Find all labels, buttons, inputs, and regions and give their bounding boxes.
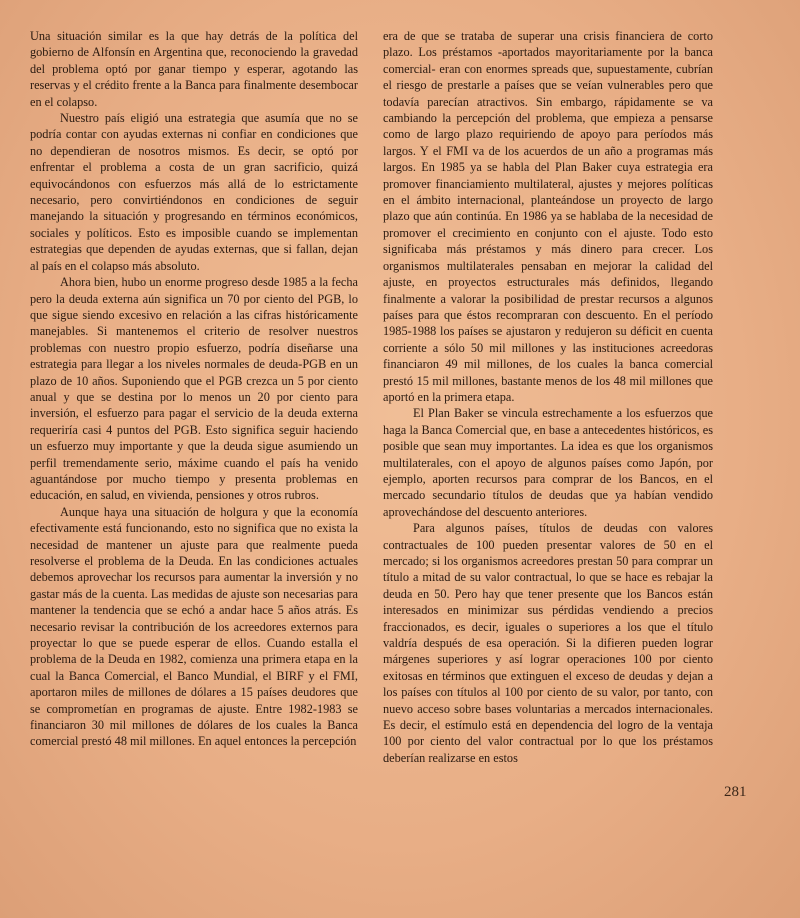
right-column <box>383 28 713 766</box>
paragraph: Una situación similar es la que hay detrás de la política del gobierno de Alfonsín en Argentina que, reconociendo la gravedad del problema optó por ganar tiempo y esperar, agotando las reservas y el crédito frente a la Banca para finalmente desembocar en el colapso. <box>30 29 358 109</box>
paragraph: Aunque haya una situación de holgura y que la economía efectivamente está funcionando, esto no significa que no exista la necesidad de mantener un ajuste para que realmente pueda resolverse el problema de la Deuda. En las condiciones actuales debemos aprovechar los recursos para aumentar la inversión y no gastar más de la cuenta. Las medidas de ajuste son necesarias para mantener la tendencia que se echó a andar hace 5 años atrás. Es necesario revisar la contribución de los acreedores externos para proyectar lo que se puede esperar de ellos. Cuando estalla el problema de la Deuda en 1982, comienza una primera etapa en la cual la Banca Comercial, el Banco Mundial, el BIRF y el FMI, aportaron miles de millones de dólares a 15 países deudores que se comprometían en programas de ajuste. Entre 1982-1983 se financiaron 30 mil millones de dólares de los cuales la Banca comercial prestó 48 mil millones. En aquel entonces la percepción <box>30 504 358 749</box>
page-number: 281 <box>724 784 747 800</box>
paragraph: Para algunos países, títulos de deudas con valores contractuales de 100 pueden presentar valores de 50 en el mercado; si los organismos acreedores prestan 50 para comprar un título a mitad de su valor contractual, lo que se hace es rebajar la deuda en 50. Pero hay que tener presente que los Bancos están interesados en minimizar sus pérdidas vendiendo a precios fraccionados, es decir, iguales o superiores a los que el título valdría después de esa operación. Si la difieren pueden lograr márgenes superiores y así lograr operaciones 100 por ciento exitosas en términos que extinguen el exceso de deudas y dejan a los países con títulos al 100 por ciento de su valor, por tanto, con nuevo acceso sobre bases voluntarias a mercados internacionales. Es decir, el estímulo está en dependencia del logro de la ventaja 100 por ciento del valor contractual por lo que los préstamos deberían realizarse en estos <box>383 521 713 765</box>
paragraph: Ahora bien, hubo un enorme progreso desde 1985 a la fecha pero la deuda externa aún significa un 70 por ciento del PGB, lo que sigue siendo excesivo en relación a las cifras históricamente manejables. Si mantenemos el criterio de resolver nuestros problemas con nuestro propio esfuerzo, podría diseñarse una estrategia para llegar a los niveles normales de deuda-PGB en un plazo de 10 años. Suponiendo que el PGB crezca un 5 por ciento anual y que se destina por lo menos un 20 por ciento para inversión, el esfuerzo para pagar el servicio de la deuda externa requeriría casi 4 puntos del PGB. Esto significa seguir haciendo un esfuerzo muy importante y que la deuda sigue asumiendo un perfil tremendamente serio, máxime cuando el país ha venido aguantándose por mucho tiempo y presenta problemas en educación, en salud, en vivienda, pensiones y otros rubros. <box>30 275 358 503</box>
paragraph: Nuestro país eligió una estrategia que asumía que no se podría contar con ayudas externas ni confiar en condiciones que no dependieran de nosotros mismos. Es decir, se optó por enfrentar el problema a costa de un gran sacrificio, quizá equivocándonos con esfuerzos más allá de lo estrictamente necesario, pero convirtiéndonos en condiciones de seguir manejando la situación y progresando en términos económicos, sociales y políticos. Esto es imposible cuando se implementan estrategias que dependen de ayudas externas, que si fallan, dejan al país en el colapso más absoluto. <box>30 111 358 273</box>
left-column <box>30 28 358 750</box>
paragraph: era de que se trataba de superar una crisis financiera de corto plazo. Los préstamos -aportados mayoritariamente por la banca comercial- eran con enormes spreads que, supuestamente, cubrían el riesgo de prestarle a países que se veían vulnerables pero que todavía parecían atractivos. Sin embargo, rápidamente se va cambiando la percepción del problema, que empieza a pensarse como de largo plazo requiriendo de apoyo para períodos más largos. Y el FMI va de los acuerdos de un año a programas más largos. En 1985 ya se habla del Plan Baker cuya estrategia era promover financiamiento multilateral, ajustes y mejores políticas en el ámbito internacional, planteándose un proyecto de largo plazo que aún continúa. En 1986 ya se hablaba de la necesidad de promover el crecimiento en conjunto con el ajuste. Todo esto significaba más préstamos y más dinero para crecer. Los organismos multilaterales pensaban en mejorar la calidad del ajuste, en proyectos estructurales más definidos, llegando finalmente a valorar la posibilidad de prestar recursos a algunos países para que éstos recompraran con descuento. En el período 1985-1988 los países se ajustaron y redujeron su déficit en cuenta corriente a sólo 50 mil millones y las instituciones acreedoras financiaron 49 mil millones, de los cuales la banca comercial prestó 15 mil millones, bastante menos de los 48 mil millones que aportó en la primera etapa. <box>383 29 713 404</box>
paragraph: El Plan Baker se vincula estrechamente a los esfuerzos que haga la Banca Comercial que, en base a antecedentes históricos, es posible que sean muy importantes. La idea es que los organismos multilaterales, con el apoyo de algunos países como Japón, por ejemplo, aporten recursos para comprar de los Bancos, en el mercado secundario títulos de deudas que ya habían vendido aprovechándose del descuento anteriores. <box>383 406 713 519</box>
